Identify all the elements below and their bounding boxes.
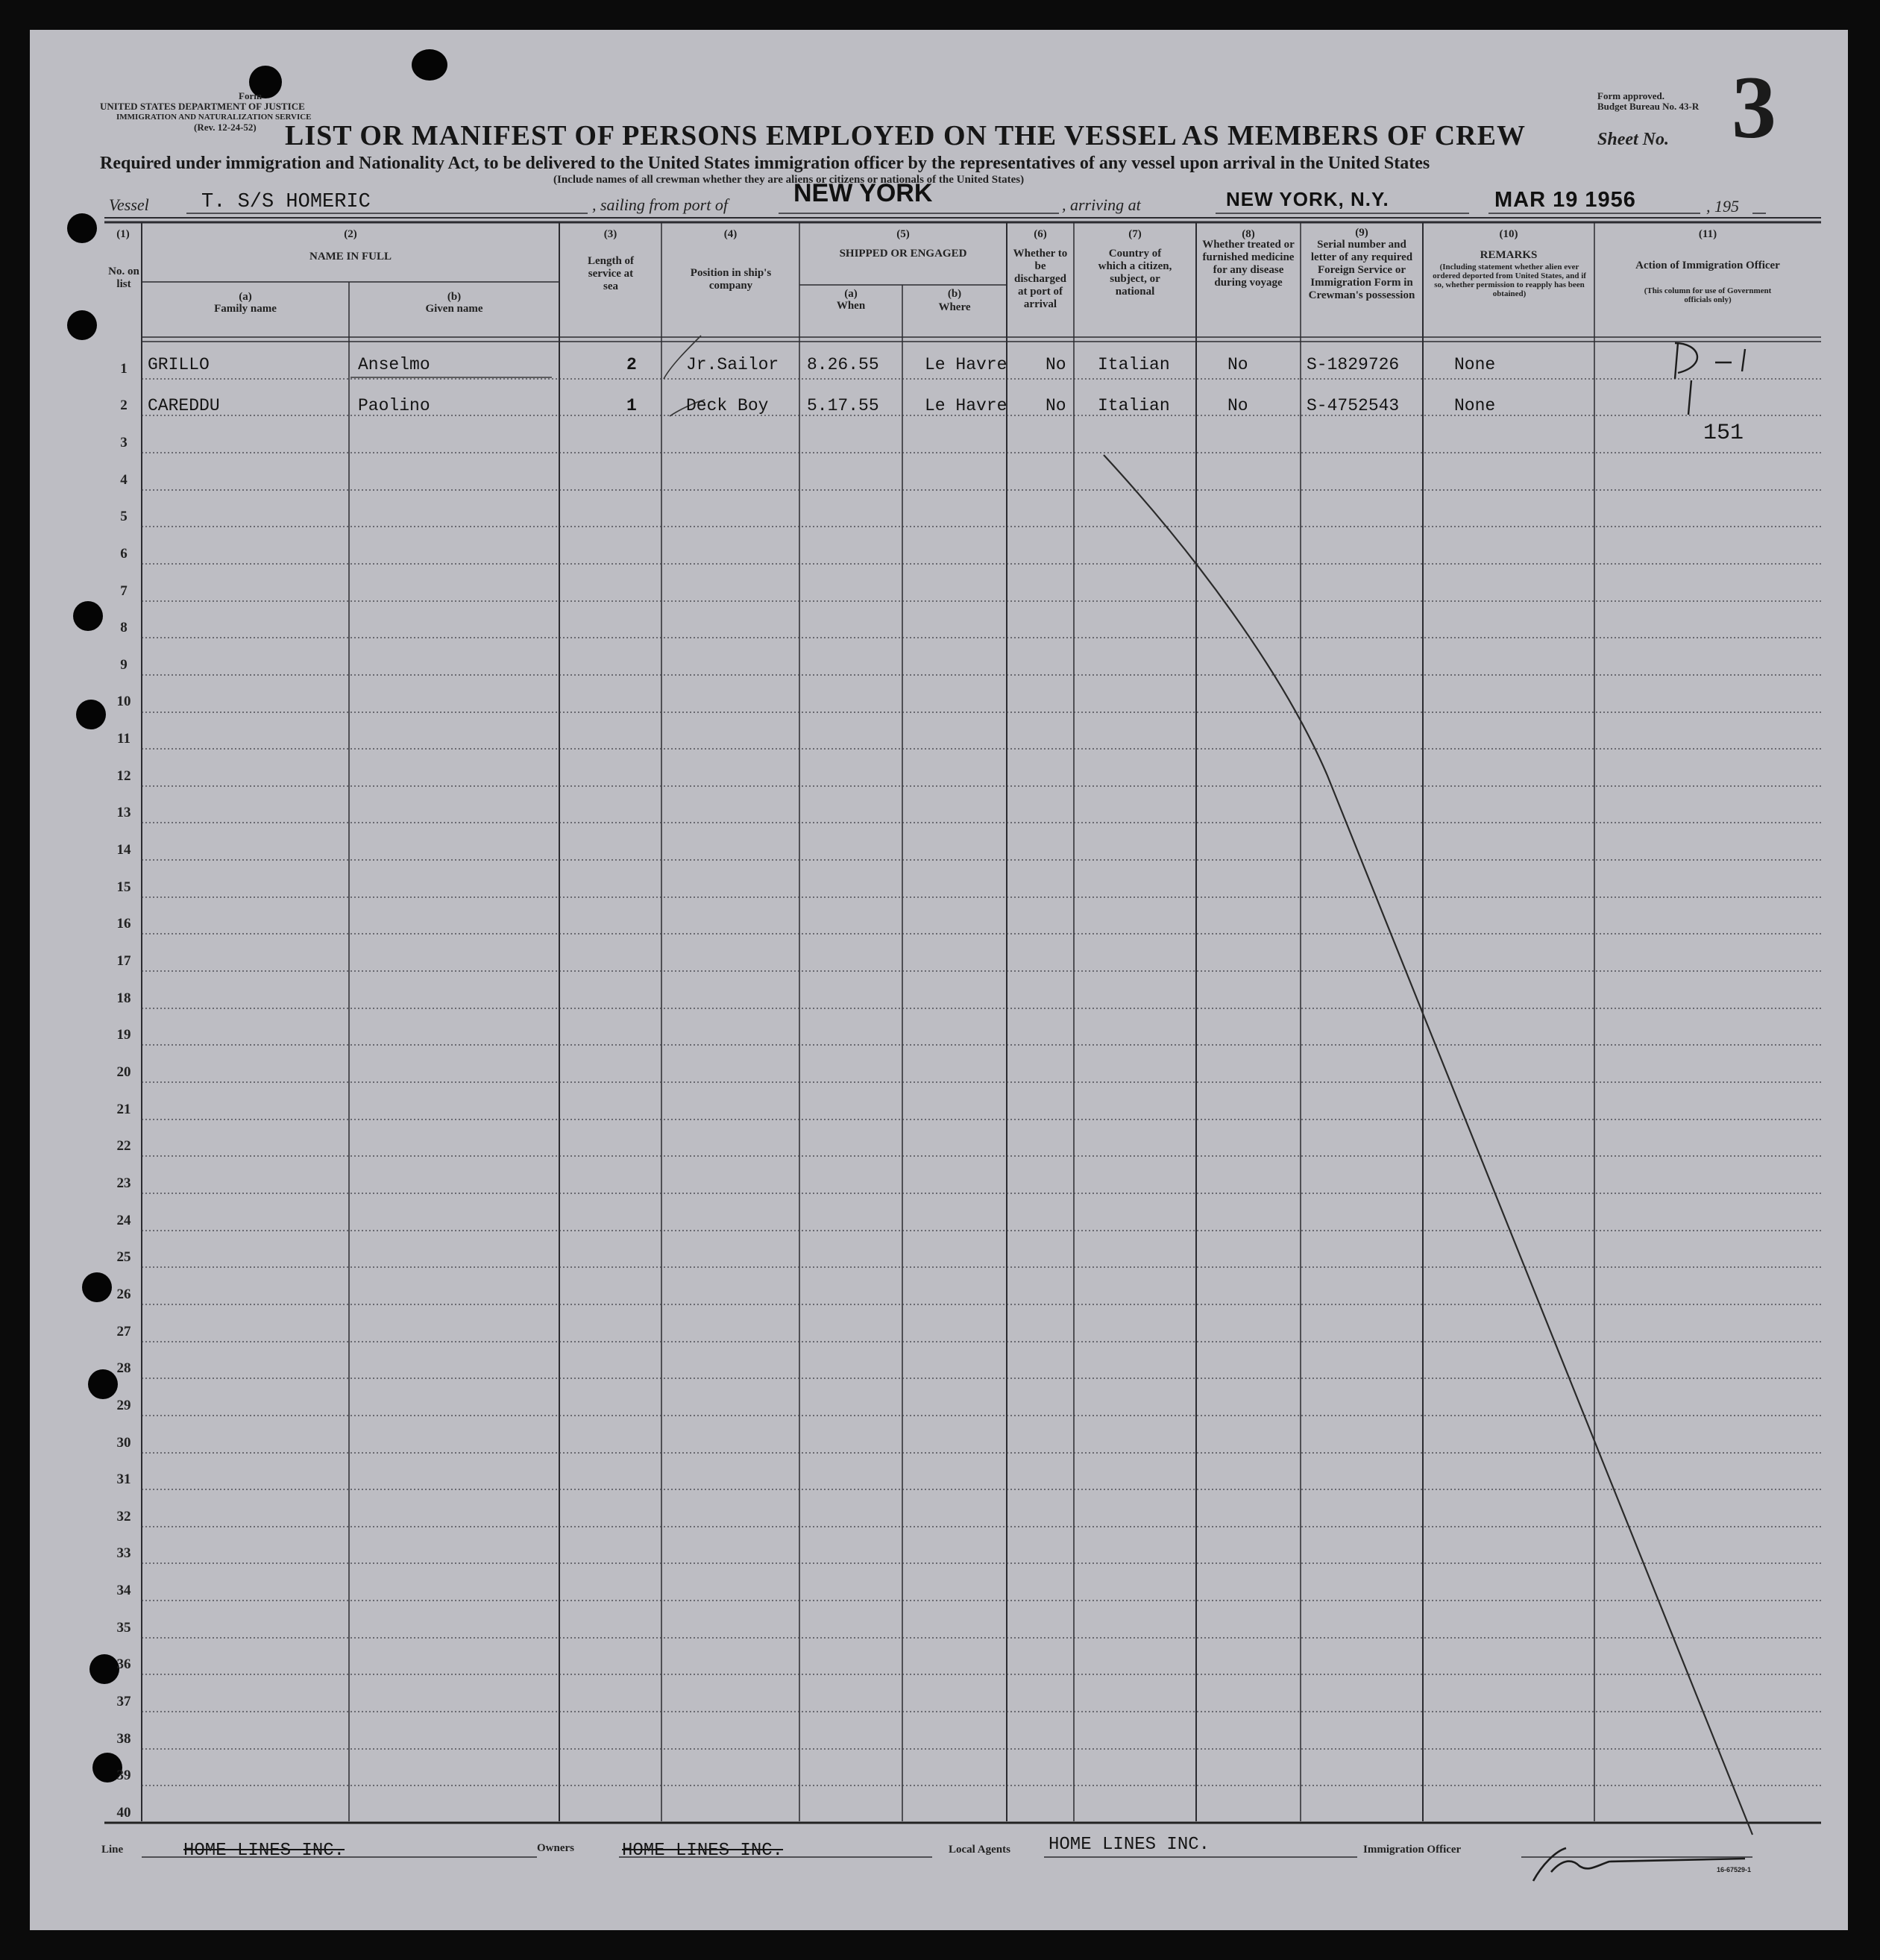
- owners-label: Owners: [537, 1842, 574, 1854]
- row-number: 27: [116, 1324, 131, 1339]
- owners-value: HOME LINES INC.: [622, 1841, 784, 1861]
- position-cell: Deck Boy: [686, 396, 769, 415]
- row-number: 14: [116, 842, 131, 858]
- row-number: 34: [116, 1583, 131, 1598]
- row-number: 31: [116, 1471, 131, 1487]
- col7-number: (7): [1128, 228, 1142, 240]
- sheet-number: 3: [1732, 57, 1776, 157]
- col2a-label: Family name: [214, 303, 277, 315]
- col6-number: (6): [1034, 228, 1047, 240]
- given-name-cell: Paolino: [358, 396, 430, 415]
- form-approved-label: Form approved.: [1597, 90, 1665, 101]
- row-number: 39: [116, 1768, 131, 1783]
- col5-number: (5): [896, 228, 910, 240]
- row-number: 19: [116, 1027, 131, 1043]
- col8-number: (8): [1242, 228, 1255, 240]
- col1-number: (1): [116, 228, 130, 240]
- agents-value: HOME LINES INC.: [1049, 1835, 1210, 1855]
- col5b-number: (b): [947, 288, 962, 300]
- col2-number: (2): [344, 228, 357, 240]
- row-number: 21: [116, 1102, 131, 1117]
- row-number: 18: [116, 990, 131, 1006]
- row-number: 8: [120, 620, 128, 635]
- officer-label: Immigration Officer: [1363, 1844, 1462, 1856]
- country-cell: Italian: [1098, 396, 1170, 415]
- country-cell: Italian: [1098, 355, 1170, 374]
- serial-number-cell: S-4752543: [1307, 396, 1400, 415]
- row-number: 35: [116, 1620, 131, 1636]
- col11-number: (11): [1698, 228, 1717, 240]
- row-number: 13: [116, 805, 131, 820]
- sheet-no-label: Sheet No.: [1597, 130, 1669, 149]
- service-length-cell: 2: [626, 355, 637, 374]
- family-name-cell: CAREDDU: [148, 396, 220, 415]
- row-number: 28: [116, 1360, 131, 1376]
- row-number: 12: [116, 768, 131, 784]
- row-number: 38: [116, 1731, 131, 1747]
- remarks-cell: None: [1454, 355, 1496, 374]
- col2b-number: (b): [447, 291, 462, 303]
- col9-label: Serial number and letter of any required Foreign Service or Immigration Form in Crewman's possession: [1308, 239, 1415, 301]
- col6-label: Whether to be discharged at port of arrival: [1013, 248, 1068, 310]
- discharged-cell: No: [1046, 396, 1066, 415]
- position-cell: Jr.Sailor: [686, 355, 779, 374]
- col10-sublabel: (Including statement whether alien ever ordered deported from United States, and if so, whether permission to reapply has been obtained): [1433, 263, 1586, 298]
- row-number: 30: [116, 1435, 131, 1451]
- row-number: 25: [116, 1249, 131, 1265]
- col11-label: Action of Immigration Officer: [1635, 260, 1780, 271]
- col3-label: Length of service at sea: [587, 255, 635, 292]
- col10-label: REMARKS: [1480, 249, 1538, 261]
- col5a-label: When: [836, 300, 866, 312]
- row-number: 37: [116, 1694, 131, 1709]
- manifest-note: (Include names of all crewman whether they are aliens or citizens or nationals of the United States): [553, 174, 1025, 186]
- vessel-label: Vessel: [109, 195, 149, 214]
- row-number: 20: [116, 1064, 131, 1080]
- medicine-cell: No: [1227, 355, 1248, 374]
- col3-number: (3): [603, 228, 617, 240]
- row-number: 33: [116, 1545, 131, 1561]
- discharged-cell: No: [1046, 355, 1066, 374]
- row-number: 4: [120, 472, 128, 488]
- col5-label: SHIPPED OR ENGAGED: [839, 248, 967, 260]
- service-label: IMMIGRATION AND NATURALIZATION SERVICE: [116, 113, 312, 122]
- shipped-when-cell: 8.26.55: [807, 355, 879, 374]
- officer-code: [1670, 340, 1672, 341]
- col9-number: (9): [1355, 227, 1368, 239]
- shipped-where-cell: Le Havre: [925, 355, 1007, 374]
- row-number: 40: [116, 1805, 131, 1821]
- arriving-port: NEW YORK, N.Y.: [1226, 188, 1389, 210]
- row-number: 10: [116, 694, 131, 709]
- line-value: HOME LINES INC.: [183, 1841, 345, 1861]
- row-number: 36: [116, 1656, 131, 1672]
- row-number: 11: [117, 731, 131, 747]
- manifest-sheet: [30, 30, 1848, 1930]
- row-number: 7: [120, 583, 128, 599]
- vessel-name: T. S/S HOMERIC: [201, 191, 371, 213]
- arriving-label: , arriving at: [1062, 195, 1141, 214]
- row-number: 1: [120, 361, 128, 377]
- col2b-label: Given name: [425, 303, 483, 315]
- revision-label: (Rev. 12-24-52): [194, 122, 257, 133]
- service-length-cell: 1: [626, 396, 637, 415]
- col1-label: No. on list: [108, 266, 139, 290]
- col4-number: (4): [723, 228, 738, 240]
- department-label: UNITED STATES DEPARTMENT OF JUSTICE: [100, 101, 305, 112]
- row-number: 2: [120, 398, 128, 413]
- col10-number: (10): [1499, 228, 1518, 240]
- sailing-label: , sailing from port of: [592, 195, 728, 214]
- agents-label: Local Agents: [949, 1844, 1010, 1856]
- budget-bureau-label: Budget Bureau No. 43-R: [1597, 101, 1700, 112]
- row-number: 26: [116, 1287, 131, 1302]
- col5b-label: Where: [938, 301, 971, 313]
- row-number: 22: [116, 1138, 131, 1154]
- officer-number: 151: [1703, 421, 1744, 446]
- form-code: 16-67529-1: [1717, 1866, 1752, 1873]
- medicine-cell: No: [1227, 396, 1248, 415]
- col4-label: Position in ship's company: [690, 267, 772, 292]
- row-number: 9: [120, 657, 128, 673]
- given-name-cell: Anselmo: [358, 355, 430, 374]
- row-number: 6: [120, 546, 128, 562]
- row-number: 5: [120, 509, 128, 524]
- col8-label: Whether treated or furnished medicine for any disease during voyage: [1202, 239, 1295, 289]
- family-name-cell: GRILLO: [148, 355, 210, 374]
- row-number: 24: [116, 1213, 131, 1228]
- shipped-when-cell: 5.17.55: [807, 396, 879, 415]
- col7-label: Country of which a citizen, subject, or national: [1098, 248, 1172, 298]
- row-number: 29: [116, 1398, 131, 1413]
- arrival-date: MAR 19 1956: [1494, 188, 1636, 212]
- form-label: Form: [239, 90, 262, 101]
- line-label: Line: [101, 1844, 124, 1856]
- remarks-cell: None: [1454, 396, 1496, 415]
- year-suffix: , 195: [1706, 197, 1739, 216]
- row-number: 15: [116, 879, 131, 895]
- col2a-number: (a): [239, 291, 252, 303]
- col2-label: NAME IN FULL: [309, 251, 392, 263]
- manifest-subtitle: Required under immigration and Nationality Act, to be delivered to the United States immigration officer by the representatives of any vessel upon arrival in the United States: [100, 154, 1430, 173]
- col11-sublabel: (This column for use of Government officials only): [1644, 286, 1772, 304]
- row-number: 3: [120, 435, 128, 450]
- row-number: 16: [116, 916, 131, 932]
- sailing-port: NEW YORK: [793, 179, 933, 207]
- shipped-where-cell: Le Havre: [925, 396, 1007, 415]
- manifest-title: LIST OR MANIFEST OF PERSONS EMPLOYED ON THE VESSEL AS MEMBERS OF CREW: [285, 120, 1526, 151]
- col5a-number: (a): [844, 288, 858, 300]
- serial-number-cell: S-1829726: [1307, 355, 1400, 374]
- row-number: 23: [116, 1175, 131, 1191]
- row-number: 17: [116, 953, 131, 969]
- row-number: 32: [116, 1509, 131, 1524]
